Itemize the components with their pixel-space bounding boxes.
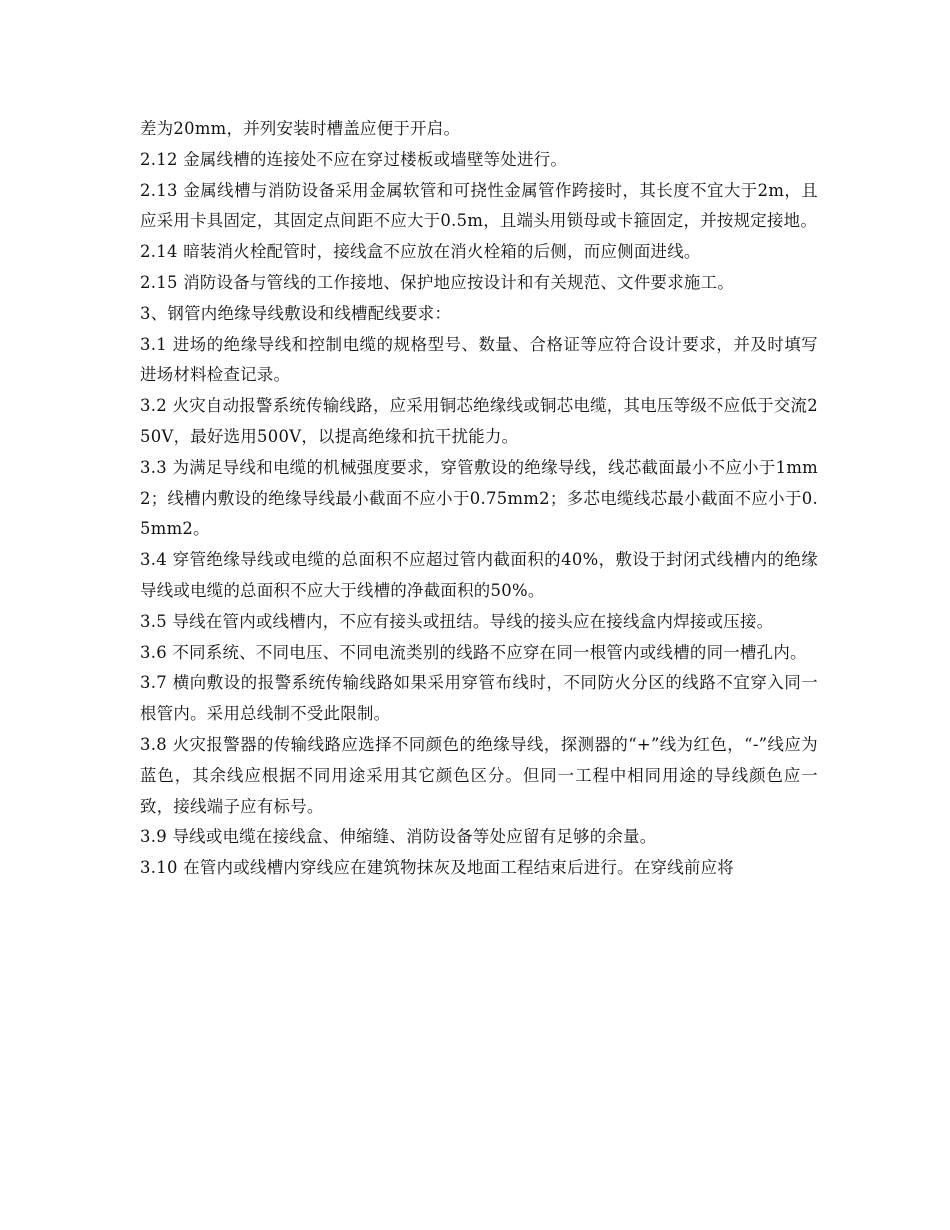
paragraph-continuation: 差为20mm，并列安装时槽盖应便于开启。 bbox=[140, 119, 461, 138]
paragraph-2-15: 2.15 消防设备与管线的工作接地、保护地应按设计和有关规范、文件要求施工。 bbox=[140, 272, 734, 292]
section-heading-3: 3、钢管内绝缘导线敷设和线槽配线要求： bbox=[140, 303, 452, 323]
paragraph-3-6: 3.6 不同系统、不同电压、不同电流类别的线路不应穿在同一根管内或线槽的同一槽孔内。 bbox=[140, 642, 807, 662]
paragraph-3-1: 3.1 进场的绝缘导线和控制电缆的规格型号、数量、合格证等应符合设计要求，并及时填写进场材料检查记录。 bbox=[140, 334, 818, 385]
paragraph-2-12: 2.12 金属线槽的连接处不应在穿过楼板或墙壁等处进行。 bbox=[140, 149, 568, 169]
paragraph-3-10: 3.10 在管内或线槽内穿线应在建筑物抹灰及地面工程结束后进行。在穿线前应将 bbox=[140, 858, 734, 878]
paragraph-2-13: 2.13 金属线槽与消防设备采用金属软管和可挠性金属管作跨接时，其长度不宜大于2m，且应采用卡具固定，其固定点间距不应大于0.5m，且端头用锁母或卡箍固定，并按规定接地。 bbox=[140, 180, 818, 231]
document-body bbox=[140, 114, 818, 884]
paragraph-3-8: 3.8 火灾报警器的传输线路应选择不同颜色的绝缘导线，探测器的“+”线为红色，“-”线应为蓝色，其余线应根据不同用途采用其它颜色区分。但同一工程中相同用途的导线颜色应一致，接线端子应有标号。 bbox=[140, 734, 818, 816]
paragraph-2-14: 2.14 暗装消火栓配管时，接线盒不应放在消火栓箱的后侧，而应侧面进线。 bbox=[140, 242, 701, 262]
paragraph-3-7: 3.7 横向敷设的报警系统传输线路如果采用穿管布线时，不同防火分区的线路不宜穿入同一根管内。采用总线制不受此限制。 bbox=[140, 673, 818, 724]
paragraph-3-9: 3.9 导线或电缆在接线盒、伸缩缝、消防设备等处应留有足够的余量。 bbox=[140, 827, 657, 847]
paragraph-3-4: 3.4 穿管绝缘导线或电缆的总面积不应超过管内截面积的40%，敷设于封闭式线槽内的绝缘导线或电缆的总面积不应大于线槽的净截面积的50%。 bbox=[140, 550, 818, 600]
paragraph-3-5: 3.5 导线在管内或线槽内，不应有接头或扭结。导线的接头应在接线盒内焊接或压接。 bbox=[140, 611, 774, 631]
paragraph-3-3: 3.3 为满足导线和电缆的机械强度要求，穿管敷设的绝缘导线，线芯截面最小不应小于1mm2；线槽内敷设的绝缘导线最小截面不应小于0.75mm2；多芯电缆线芯最小截面不应小于0.5mm2。 bbox=[140, 457, 818, 539]
paragraph-3-2: 3.2 火灾自动报警系统传输线路，应采用铜芯绝缘线或铜芯电缆，其电压等级不应低于交流250V，最好选用500V，以提高绝缘和抗干扰能力。 bbox=[140, 396, 818, 446]
